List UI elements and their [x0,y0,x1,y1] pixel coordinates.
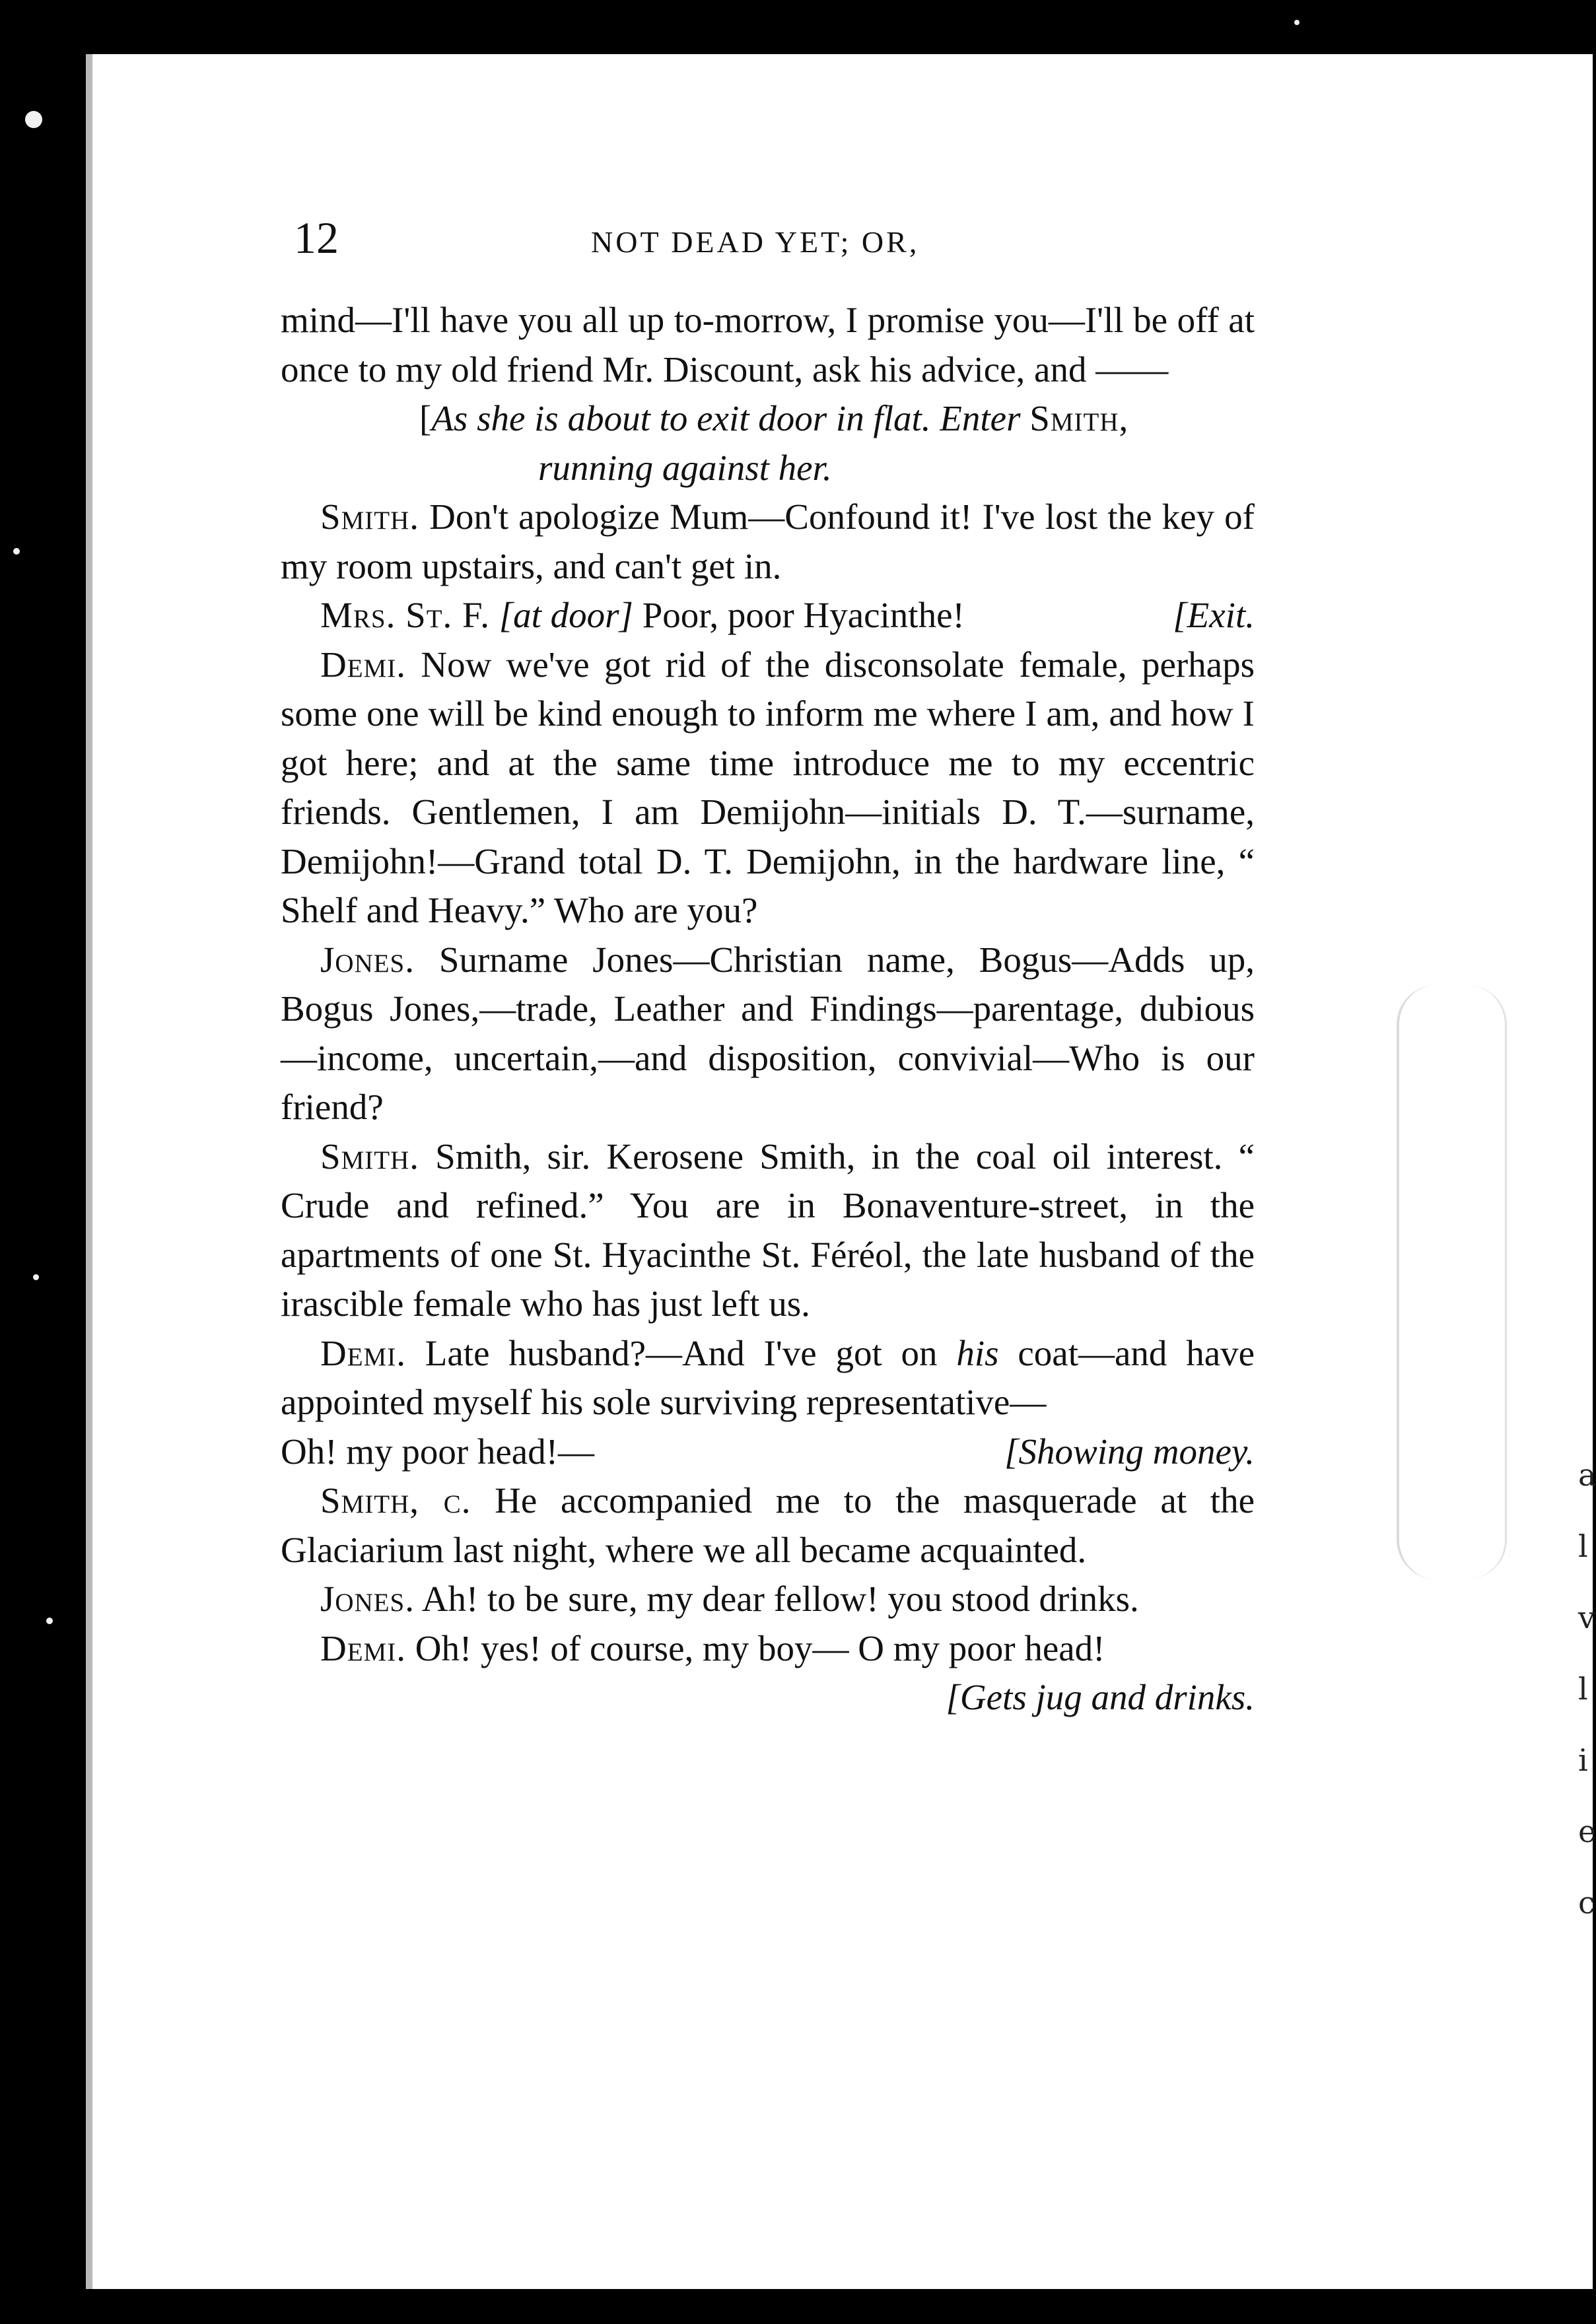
speaker-name: Demi. [320,1332,406,1373]
running-head: NOT DEAD YET; OR, [591,225,920,259]
speaker-name: Demi. [320,1627,406,1668]
emphasis: his [956,1332,999,1373]
speech-text: He accompanied me to the masquerade at the Glaciarium last night, where we all became acquainted. [281,1480,1255,1570]
paragraph [281,296,1255,394]
paragraph [281,493,1255,591]
margin-letter: c [1578,1885,1595,1921]
page-number: 12 [294,213,339,263]
speaker-name: Demi. [320,644,406,685]
margin-letter: l [1578,1671,1588,1707]
scan-speck [1294,20,1300,25]
stage-direction [281,1673,1255,1723]
page-header [294,211,1258,271]
paragraph [281,1575,1255,1624]
exit-direction: [Exit. [1173,595,1255,635]
speech-text: Surname Jones—Christian name, Bogus—Adds up, Bogus Jones,—trade, Leather and Findings—parentage, dubious—income, uncertain,—and disposition, convivial—Who is our friend? [281,939,1255,1127]
speech-text: Ah! to be sure, my dear fellow! you stood drinks. [421,1579,1139,1619]
stage-direction [281,394,1255,493]
bracket: [ [419,398,432,438]
stage-direction-text: [Gets jug and drinks. [946,1677,1255,1717]
character-name: Smith, [1029,398,1129,438]
scan-speck [25,111,42,128]
speaker-name: Smith. [320,496,419,537]
speech-text: Oh! my poor head!— [281,1431,595,1472]
adjacent-page-fragments [1578,1439,1596,1938]
speech-text: coat—and have appointed myself his sole surviving representative— [281,1332,1255,1422]
speech-text: Poor, poor Hyacinthe! [642,595,965,635]
speech-text: mind—I'll have you all up to-morrow, I promise you—I'll be off at once to my old friend Mr. Discount, ask his advice, and —— [281,300,1255,390]
speaker-name: Jones. [320,939,415,980]
stage-direction-text: [Showing money. [1004,1431,1255,1472]
paragraph [281,1132,1255,1329]
stage-direction-text: running against her. [538,447,832,488]
speech-text: Smith, sir. Kerosene Smith, in the coal oil interest. “ Crude and refined.” You are in Bonaventure-street, in the apartments of one St. Hyacinthe St. Féréol, the late husband of the irascible female who has just left us. [281,1136,1255,1324]
paragraph [281,936,1255,1132]
page-text [281,296,1255,1723]
margin-letter: i [1578,1742,1588,1778]
speaker-name: Smith. [320,1136,419,1177]
stage-direction-text: As she is about to exit door in flat. Enter [431,398,1021,438]
speech-text: Late husband?—And I've got on [425,1332,938,1373]
speaker-name: Mrs. St. F. [320,595,490,635]
speech-text: Don't apologize Mum—Confound it! I've lost the key of my room upstairs, and can't get in. [281,496,1255,586]
speaker-name: Jones. [320,1579,415,1619]
paragraph-continuation [281,1427,1255,1477]
show-through-mark [1397,985,1507,1579]
margin-letter: v [1578,1600,1595,1635]
speech-text: Now we've got rid of the disconsolate female, perhaps some one will be kind enough to inform me where I am, and how I got here; and at the same time introduce me to my eccentric friends. Gentlemen, I am Demijohn—initials D. T.—surname, Demijohn!—Grand total D. T. Demijohn, in the hardware line, “ Shelf and Heavy.” Who are you? [281,644,1255,930]
paragraph [281,591,1255,640]
paragraph [281,1329,1255,1427]
margin-letter: l [1578,1528,1588,1564]
paragraph [281,1476,1255,1575]
margin-letter: a [1578,1457,1596,1493]
paragraph [281,1624,1255,1674]
stage-direction-text: [at door] [499,595,633,635]
margin-letter: e [1578,1814,1596,1849]
speech-text: Oh! yes! of course, my boy— O my poor head! [415,1627,1105,1668]
speaker-name: Smith, c. [320,1480,471,1521]
scan-speck [46,1618,53,1624]
scan-speck [13,548,20,555]
paragraph [281,640,1255,936]
scan-speck [33,1274,39,1280]
